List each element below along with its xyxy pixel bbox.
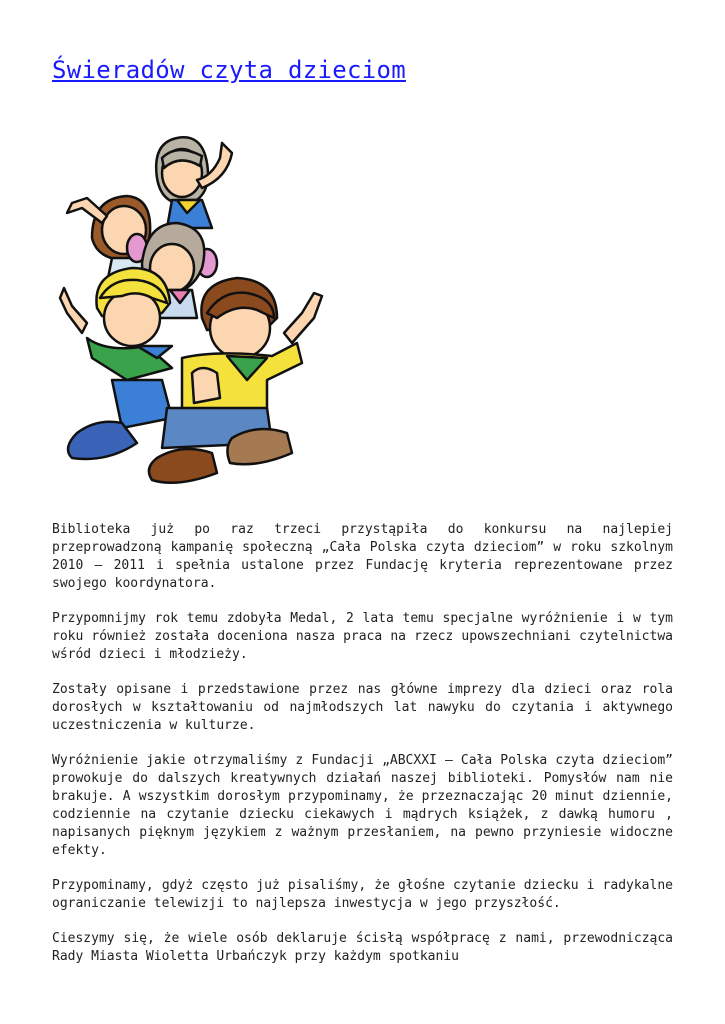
- article-title-link[interactable]: Świeradów czyta dzieciom: [52, 56, 406, 84]
- paragraph: Biblioteka już po raz trzeci przystąpiła do konkursu na najlepiej przeprowadzoną kampanię społeczną „Cała Polska czyta dzieciom” w roku szkolnym 2010 – 2011 i spełnia ustalone przez Fundację kryteria reprezentowane przez swojego koordynatora.: [52, 522, 673, 591]
- article-body: [52, 521, 673, 983]
- paragraph: Przypominamy, gdyż często już pisaliśmy, że głośne czytanie dziecku i radykalne ograniczanie telewizji to najlepsza inwestycja w jego przyszłość.: [52, 878, 673, 911]
- paragraph: Cieszymy się, że wiele osób deklaruje ścisłą współpracę z nami, przewodnicząca Rady Miasta Wioletta Urbańczyk przy każdym spotkaniu: [52, 931, 673, 964]
- children-cartoon-icon: [52, 118, 342, 498]
- paragraph: Zostały opisane i przedstawione przez nas główne imprezy dla dzieci oraz rola dorosłych w kształtowaniu od najmłodszych lat nawyku do czytania i aktywnego uczestniczenia w kulturze.: [52, 682, 673, 733]
- paragraph: Przypomnijmy rok temu zdobyła Medal, 2 lata temu specjalne wyróżnienie i w tym roku również została doceniona nasza praca na rzecz upowszechniani czytelnictwa wśród dzieci i młodzieży.: [52, 611, 673, 662]
- paragraph: Wyróżnienie jakie otrzymaliśmy z Fundacji „ABCXXI – Cała Polska czyta dzieciom” prowokuje do dalszych kreatywnych działań naszej biblioteki. Pomysłów nam nie brakuje. A wszystkim dorosłym przypominamy, że przeznaczając 20 minut dziennie, codziennie na czytanie dziecku ciekawych i mądrych książek, z dawką humoru , napisanych pięknym językiem z ważnym przesłaniem, na pewno przyniesie widoczne efekty.: [52, 753, 673, 858]
